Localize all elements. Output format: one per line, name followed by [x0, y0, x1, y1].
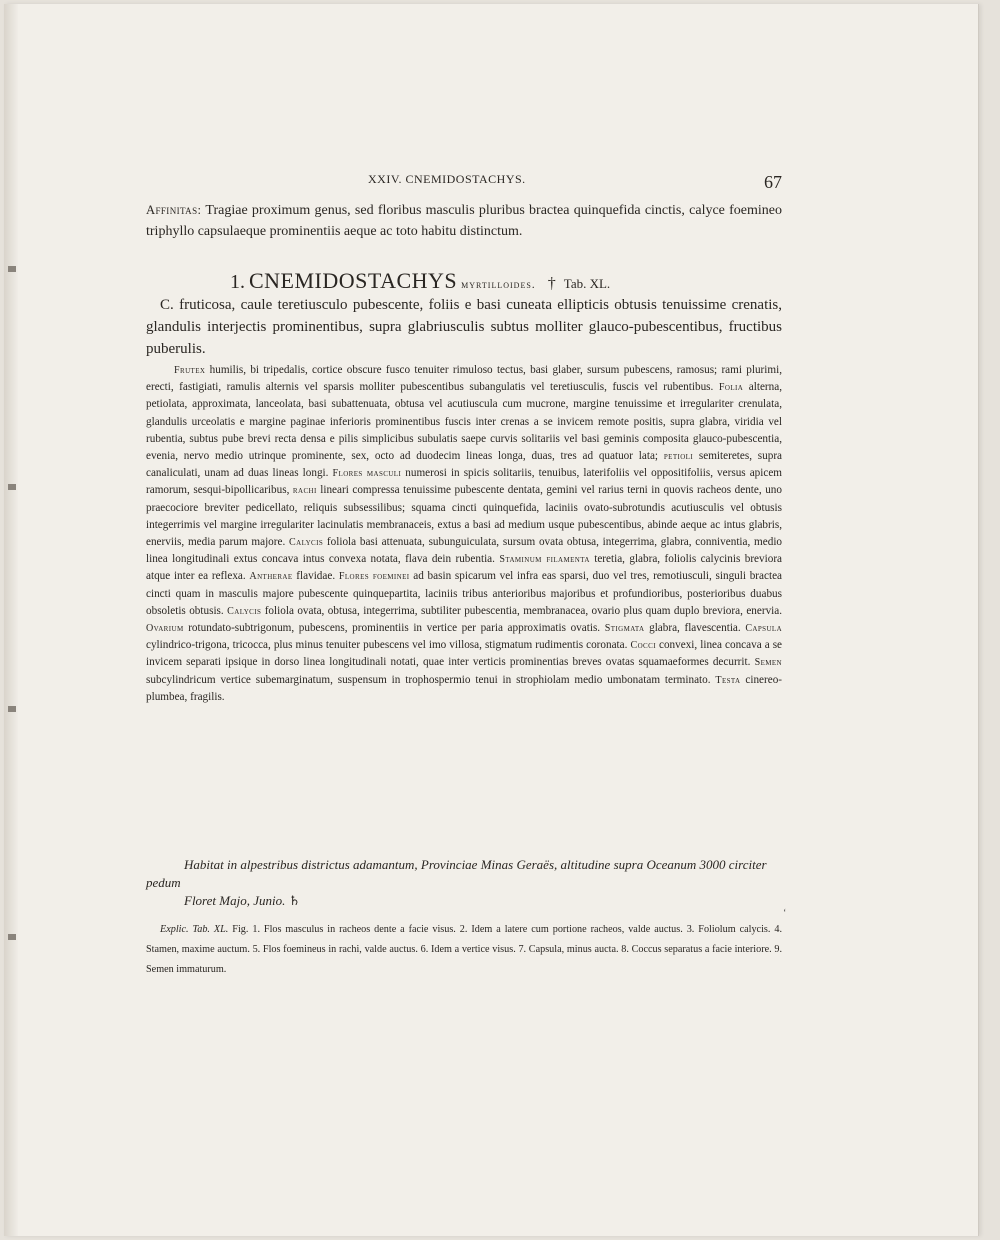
- term-flores-masculi: Flores masculi: [332, 468, 402, 480]
- term-rachi: rachi: [292, 485, 317, 497]
- term-antherae: Antherae: [249, 571, 293, 583]
- flowering-text: Floret Majo, Junio.: [184, 893, 286, 908]
- binding-mark: [8, 706, 16, 712]
- desc-text: numerosi in spicis solitariis, tenuibus, laterifoliis vel oppositifoliis, versus apicem ramorum, sesqui-bipollicaribus,: [146, 467, 783, 497]
- running-title: XXIV. CNEMIDOSTACHYS.: [368, 172, 526, 186]
- term-calycis: Calycis: [289, 537, 324, 549]
- flowering-line: [146, 892, 782, 910]
- desc-text: foliola basi attenuata, subunguiculata, sursum ovata obtusa, integerrima, glabra, conniventia, medio linea longitudinali extus concava intus convexa notata, flava dein rubentia.: [146, 536, 783, 566]
- desc-text: convexi, linea concava a se invicem separati ipsique in dorso linea longitudinali notati, quae inter verticis prominentias breves ovatas squamaeformes decurrit.: [146, 639, 783, 669]
- binding-mark: [8, 484, 16, 490]
- description-paragraph: [146, 362, 782, 706]
- habitat-block: [146, 856, 782, 910]
- term-capsula: Capsula: [745, 623, 783, 635]
- term-flores-foeminei: Flores foeminei: [338, 571, 410, 583]
- desc-text: flavidae.: [296, 570, 336, 583]
- desc-text: humilis, bi tripedalis, cortice obscure fusco tenuiter rimuloso tectus, basi glaber, sursum pubescens, ramosus; rami plurimi, erecti, fastigiati, ramulis alternis vel sparsis molliter pubescentibus subangulatis vel teretiusculis, fuscis vel rubentibus.: [146, 364, 782, 394]
- desc-text: cylindrico-trigona, tricocca, plus minus tenuiter pubescens vel imo villosa, stigmatum rudimentis coronata.: [146, 639, 628, 652]
- print-mark: ‘: [783, 908, 787, 919]
- species-heading: [230, 268, 790, 294]
- page-header: [146, 172, 782, 196]
- term-petioli: petioli: [663, 451, 694, 463]
- term-calycis-foem: Calycis: [227, 605, 262, 617]
- desc-text: semiteretes, supra canaliculati, unam ad duas lineas longi.: [146, 450, 783, 480]
- desc-text: subcylindricum vertice subemarginatum, suspensum in trophospermio tenui in strophiolam medio umbonatam terminato.: [146, 673, 711, 686]
- desc-text: foliola ovata, obtusa, integerrima, subtiliter pubescentia, membranacea, ovario plus quam duplo breviora, enervia.: [264, 604, 783, 617]
- plate-explanation: [146, 920, 782, 980]
- term-testa: Testa: [715, 674, 741, 686]
- explanation-label: Explic. Tab. XL.: [160, 924, 229, 935]
- desc-text: ad basin spicarum vel infra eas sparsi, duo vel tres, remotiusculi, singuli bractea cincti quam in masculis majore pubescente quinquepartita, laciniis tribus anterioribus majoribus et profundioribus, posterioribus duabus obsoletis obtusis.: [146, 570, 783, 617]
- term-ovarium: Ovarium: [146, 623, 184, 635]
- dagger-symbol: †: [547, 275, 556, 292]
- term-cocci: Cocci: [630, 640, 656, 652]
- desc-text: glabra, flavescentia.: [649, 622, 741, 635]
- desc-text: cinereo-plumbea, fragilis.: [146, 673, 783, 703]
- binding-mark: [8, 934, 16, 940]
- term-semen: Semen: [754, 657, 782, 669]
- plate-reference: Tab. XL.: [563, 276, 611, 291]
- desc-text: teretia, glabra, foliolis calycinis breviora atque inter ea reflexa.: [146, 553, 783, 583]
- species-genus: CNEMIDOSTACHYS: [249, 268, 458, 293]
- species-epithet: myrtilloides.: [461, 277, 536, 291]
- saturn-symbol: ♄: [288, 893, 301, 908]
- explanation-text: Fig. 1. Flos masculus in racheos dente a facie visus. 2. Idem a latere cum portione racheos, valde auctus. 3. Foliolum calycis. 4. Stamen, maxime auctum. 5. Flos foemineus in rachi, valde auctus. 6. Idem a vertice visus. 7. Capsula, minus aucta. 8. Coccus separatus a facie interiore. 9. Semen immaturum.: [146, 924, 782, 975]
- species-number: 1.: [230, 271, 245, 293]
- term-frutex: Frutex: [174, 365, 206, 376]
- term-folia: Folia: [718, 382, 744, 394]
- page-number: 67: [764, 172, 782, 192]
- desc-text: alterna, petiolata, approximata, lanceolata, basi subattenuata, obtusa vel acutiuscula cum mucrone, margine tenuissime et irregulariter crenulata, glandulis urceolatis e margine paginae inferioris prominentibus fuscis inter crenas a se invicem remote positis, supra glabra, viridia vel rubentia, subtus pube brevi recta densa e pilis simplicibus subulatis saepe curvis solitariis vel basi geminis composita glauco-pubescentia, evenia, nervo medio utrinque prominente, sex, octo ad duodecim lineas longa, duas, tres ad quatuor lata;: [146, 381, 782, 463]
- habitat-line: Habitat in alpestribus districtus adamantum, Provinciae Minas Geraës, altitudine supra Oceanum 3000 circiter pedum: [146, 857, 767, 890]
- desc-text: lineari compressa tenuissime pubescente dentata, gemini vel rarius terni in quovis racheos dente, uno praecociore breviter pedicellato, reliquis subsessilibus; squama cincti quinquefida, laciniis ovato-subrotundis acutiusculis vel obtusis integerrimis vel margine irregulariter lacinulatis membranaceis, extus a basi ad medium usque pubescentibus, abinde aeque ac intus glabris, enerviis, media parum majore.: [146, 484, 782, 549]
- term-staminum: Staminum filamenta: [499, 554, 590, 566]
- page-gutter: [4, 4, 18, 1236]
- binding-mark: [8, 266, 16, 272]
- diagnosis-paragraph: C. fruticosa, caule teretiusculo pubescente, foliis e basi cuneata ellipticis obtusis tenuissime crenatis, glandulis interjectis prominentibus, supra glabriusculis subtus molliter glauco-pubescentibus, fructibus puberulis.: [146, 297, 782, 357]
- affinitas-label: Affinitas:: [146, 203, 202, 217]
- desc-text: rotundato-subtrigonum, pubescens, prominentiis in vertice per paria approximatis ovatis.: [188, 622, 601, 635]
- affinitas-text: Tragiae proximum genus, sed floribus masculis pluribus bractea quinquefida cinctis, calyce foemineo triphyllo capsulaeque prominentiis aeque ac toto habitu distinctum.: [146, 203, 783, 239]
- affinitas-paragraph: [146, 200, 782, 242]
- term-stigmata: Stigmata: [604, 623, 645, 635]
